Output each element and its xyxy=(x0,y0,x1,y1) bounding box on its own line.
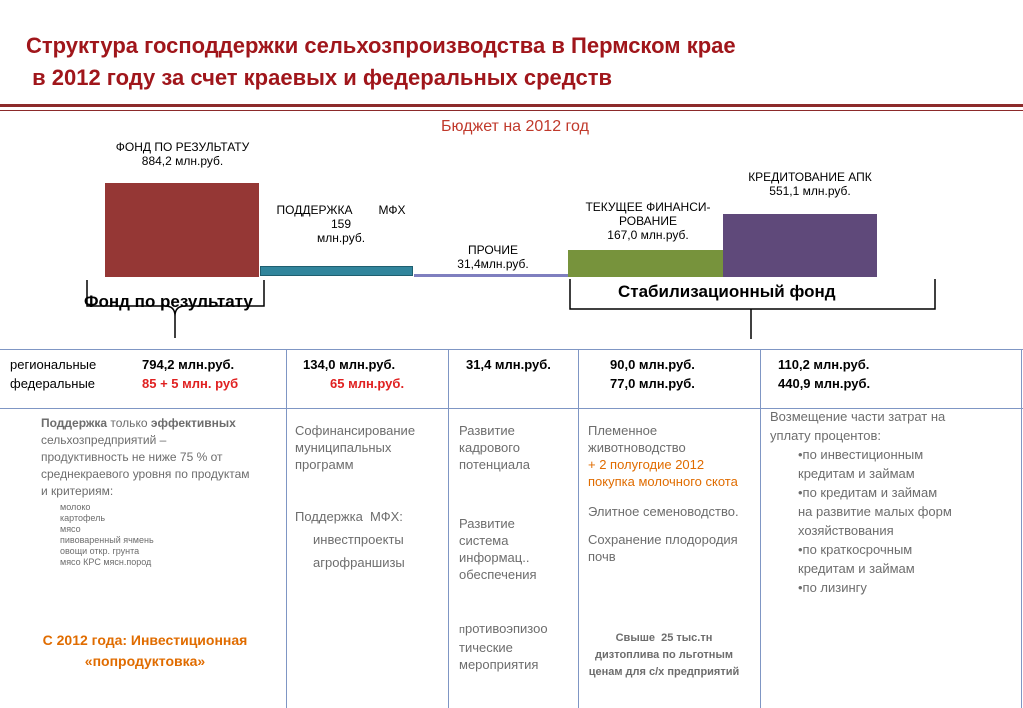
federal-amount-4: 77,0 млн.руб. xyxy=(610,376,695,391)
list-item: пивоваренный ячмень xyxy=(60,535,154,545)
regional-amount-3: 31,4 млн.руб. xyxy=(466,357,551,372)
bar-label-current: ТЕКУЩЕЕ ФИНАНСИ- РОВАНИЕ 167,0 млн.руб. xyxy=(585,200,711,242)
col-divider-4 xyxy=(760,349,761,708)
col4-fuel: Свыше 25 тыс.тн дизтоплива по льготным ценам для с/х предприятий xyxy=(588,632,740,678)
title-rule-thick xyxy=(0,104,1023,107)
col4-soil: Сохранение плодородия почв xyxy=(588,532,738,564)
col-divider-2 xyxy=(448,349,449,708)
bracket-stab-label: Стабилизационный фонд xyxy=(618,282,836,301)
bar-label-mfx: ПОДДЕРЖКА МФХ 159 млн.руб. xyxy=(276,203,406,245)
table-top-line xyxy=(0,349,1023,350)
bar-credit xyxy=(723,214,877,277)
regional-amount-5: 110,2 млн.руб. xyxy=(778,357,870,372)
col3-info: Развитие система информац.. обеспечения xyxy=(459,516,537,582)
bar-label-prochie: ПРОЧИЕ 31,4млн.руб. xyxy=(457,243,529,271)
col4-breeding: Племенное животноводство + 2 полугодие 2012 покупка молочного скота xyxy=(588,423,738,489)
title-line-1: Структура господдержки сельхозпроизводства в Пермском крае xyxy=(26,33,736,58)
bar-label-fund: ФОНД ПО РЕЗУЛЬТАТУ 884,2 млн.руб. xyxy=(115,140,250,168)
list-item: мясо КРС мясн.пород xyxy=(60,557,152,567)
bar-prochie xyxy=(414,274,568,277)
list-item: овощи откр. грунта xyxy=(60,546,140,556)
col3-staff: Развитие кадрового потенциала xyxy=(459,423,530,472)
list-item: картофель xyxy=(60,513,106,523)
list-item: молоко xyxy=(60,502,91,512)
col4-seeds: Элитное семеноводство. xyxy=(588,504,739,519)
col-divider-5 xyxy=(1021,349,1022,708)
title-line-2: в 2012 году за счет краевых и федеральных средств xyxy=(26,65,612,90)
bar-fund xyxy=(105,183,259,277)
row-label-federal: федеральные xyxy=(10,376,96,391)
col1-highlight: С 2012 года: Инвестиционная «попродуктовка» xyxy=(42,632,248,669)
bar-mfx xyxy=(260,266,413,276)
list-item: мясо xyxy=(60,524,81,534)
row-label-regional: региональные xyxy=(10,357,97,372)
col2-text: Софинансирование муниципальных программ xyxy=(295,423,416,472)
col5-text: Возмещение части затрат на уплату процентов: •по инвестиционным кредитам и займам •по кредитам и займам на развитие малых форм хозяйствования •по краткосрочным кредитам и займам •по лизингу xyxy=(770,409,952,595)
regional-amount-4: 90,0 млн.руб. xyxy=(610,357,695,372)
regional-amount-1: 794,2 млн.руб. xyxy=(142,357,235,372)
bar-current xyxy=(568,250,723,277)
bar-label-credit: КРЕДИТОВАНИЕ АПК 551,1 млн.руб. xyxy=(748,170,872,198)
col1-product-list xyxy=(60,502,154,568)
bracket-fund-label: Фонд по результату xyxy=(84,292,253,311)
federal-amount-2: 65 млн.руб. xyxy=(330,376,405,391)
col3-epizoo: противоэпизоо тические мероприятия xyxy=(459,621,548,672)
budget-label: Бюджет на 2012 год xyxy=(441,118,589,135)
col1-description: Поддержка только эффективных сельхозпредприятий – продуктивность не ниже 75 % от среднекраевого уровня по продуктам и критериям: xyxy=(41,416,250,498)
federal-amount-1: 85 + 5 млн. руб xyxy=(142,376,239,391)
col2-mfx: Поддержка МФХ: инвестпроекты агрофраншизы xyxy=(295,509,405,570)
regional-amount-2: 134,0 млн.руб. xyxy=(303,357,396,372)
page-title xyxy=(26,30,736,94)
federal-amount-5: 440,9 млн.руб. xyxy=(778,376,871,391)
title-rule-thin xyxy=(0,110,1023,111)
